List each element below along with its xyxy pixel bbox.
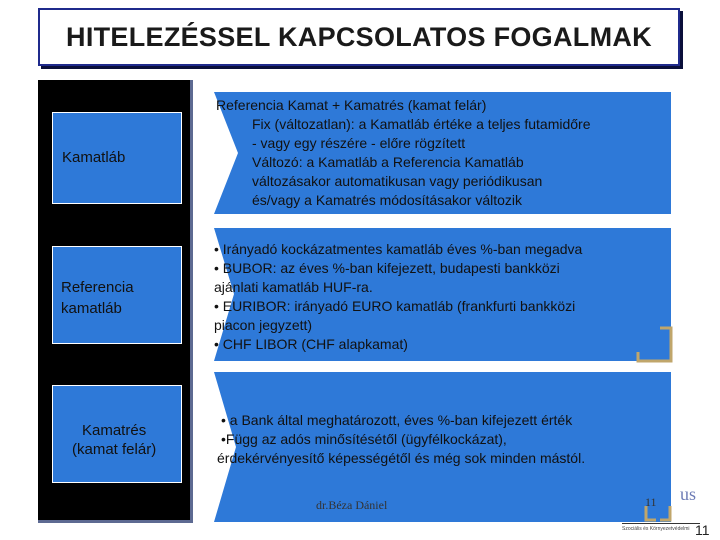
definition-line: érdekérvényesítő képességétől és még sok minden mástól. — [217, 450, 586, 466]
definition-line: • Irányadó kockázatmentes kamatláb éves %-ban megadva — [214, 241, 583, 257]
definition-line: Változó: a Kamatláb a Referencia Kamatláb — [252, 154, 524, 170]
definition-kamatlab — [216, 96, 670, 216]
term-box-kamatlab — [52, 112, 182, 204]
definition-line: Fix (változatlan): a Kamatláb értéke a teljes futamidőre — [252, 116, 591, 132]
footer-divider — [622, 523, 700, 524]
definition-line: és/vagy a Kamatrés módosításakor változik — [252, 192, 523, 208]
title-bar — [38, 8, 680, 66]
term-label: Referencia — [61, 279, 134, 296]
footer-author: dr.Béza Dániel — [316, 498, 388, 512]
logo-mark-icon — [644, 504, 672, 522]
definition-line: ajánlati kamatláb HUF-ra. — [214, 279, 373, 295]
definition-line: • a Bank által meghatározott, éves %-ban kifejezett érték — [221, 412, 573, 428]
footer-logo-text: us — [680, 484, 697, 504]
definition-line: változásakor automatikusan vagy periódikusan — [252, 173, 543, 189]
definition-line: • CHF LIBOR (CHF alapkamat) — [214, 336, 408, 352]
term-box-referencia-kamatlab — [52, 246, 182, 344]
definition-line: Referencia Kamat + Kamatrés (kamat felár) — [216, 97, 487, 113]
definition-line: piacon jegyzett) — [214, 317, 313, 333]
definition-line: •Függ az adós minősítésétől (ügyfélkockázat), — [221, 431, 507, 447]
definition-referencia-kamatlab — [214, 240, 668, 360]
footer-page-corner: 11 — [695, 522, 710, 538]
term-box-kamatres — [52, 385, 182, 483]
term-label: kamatláb — [61, 300, 122, 317]
term-label: (kamat felár) — [72, 441, 157, 458]
footer-page-number: 11 — [645, 495, 657, 509]
slide-title: HITELEZÉSSEL KAPCSOLATOS FOGALMAK — [66, 22, 652, 52]
definition-kamatres — [217, 411, 677, 471]
definition-line: • BUBOR: az éves %-ban kifejezett, budapesti bankközi — [214, 260, 560, 276]
footer-small-text: Szociális és Környezetvédelmi — [622, 526, 690, 532]
definition-line: • EURIBOR: irányadó EURO kamatláb (frankfurti bankközi — [214, 298, 576, 314]
definition-line: - vagy egy részére - előre rögzített — [252, 135, 466, 151]
term-label: Kamatrés — [82, 422, 147, 439]
term-label: Kamatláb — [62, 149, 126, 166]
